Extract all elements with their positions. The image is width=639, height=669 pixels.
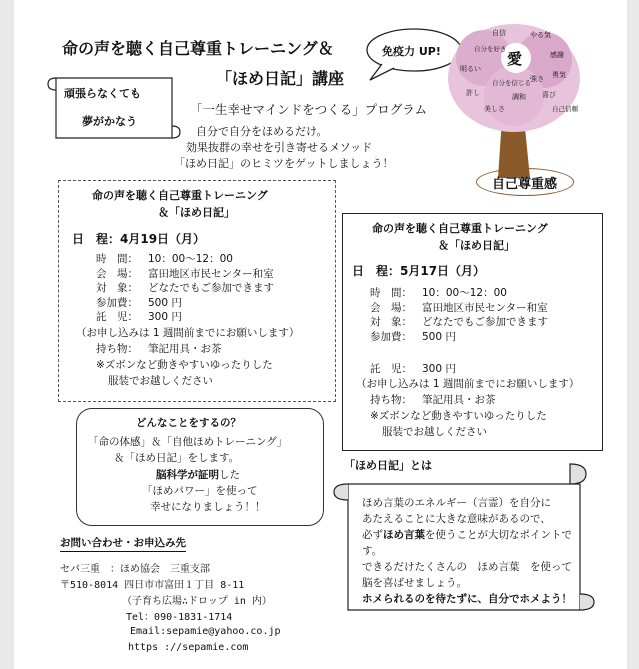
session-1-date: 日 程：4月19日（月）	[72, 232, 206, 246]
tree-leaf: 自信	[492, 29, 506, 37]
tree-center-word: 愛	[507, 50, 523, 68]
program-title: 「一生幸せマインドをつくる」プログラム	[190, 102, 428, 117]
session-1-title: 命の声を聴く自己尊重トレーニング	[92, 189, 268, 202]
tree-leaf: やる気	[530, 31, 551, 39]
contact-email[interactable]: Email:sepamie@yahoo.co.jp	[130, 626, 281, 637]
tree-leaf: 勇気	[552, 71, 566, 79]
session-2-childcare: 託 児： 300 円	[370, 363, 456, 375]
session-1-dress-1: ※ズボンなど動きやすいゆったりした	[96, 359, 273, 371]
about-line-2: ＆「ほめ日記」をします。	[114, 452, 240, 464]
session-2-note: （お申し込みは 1 週間前までにお願いします）	[356, 378, 580, 390]
session-1-items: 持ち物： 筆記用具・お茶	[96, 343, 222, 355]
homenikki-line-7: ホメられるのを待たずに、自分でホメよう！	[362, 593, 572, 605]
session-2-title: 命の声を聴く自己尊重トレーニング	[372, 222, 548, 235]
homenikki-line-4: す。	[362, 545, 383, 557]
contact-address: 〒510-8014 四日市市富田１丁目 8-11	[60, 580, 245, 591]
scroll-text-1: 頑張らなくても	[64, 87, 141, 100]
homenikki-line-5: できるだけたくさんの ほめ言葉 を使って	[362, 561, 572, 573]
contact-website[interactable]: https ://sepamie.com	[128, 642, 249, 653]
contact-org: セパ三重 ：ほめ協会 三重支部	[60, 564, 210, 575]
title-line-2: 「ほめ日記」講座	[216, 69, 345, 88]
about-line-1: 「命の体感」＆「自他ほめトレーニング」	[88, 436, 288, 448]
tree-leaf: 強さ	[530, 75, 544, 83]
tree-leaf: 美しさ	[484, 105, 505, 113]
about-line-4: 「ほめパワー」を使って	[142, 485, 258, 497]
about-line-5: 幸せになりましょう！！	[150, 501, 266, 513]
bubble-text: 免疫力 UP!	[382, 45, 441, 58]
tree-leaf: 調和	[512, 93, 526, 101]
session-2-items: 持ち物： 筆記用具・お茶	[370, 394, 496, 406]
contact-address-2: （子育ち広場∴ドロップ in 内）	[122, 596, 272, 607]
scroll-text-2: 夢がかなう	[82, 115, 137, 128]
intro-line-1: 自分で自分をほめるだけ。	[196, 125, 328, 138]
homenikki-heading: 「ほめ日記」とは	[344, 459, 432, 472]
homenikki-line-2: あたえることに大きな意味があるので、	[362, 513, 551, 525]
tree-leaf: 喜び	[542, 91, 556, 99]
tree-leaf: 許し	[466, 89, 480, 97]
tree-leaf: 明るい	[460, 65, 481, 73]
session-1-details: 時 間： 10：00～12：00 会 場： 富田地区市民センター和室 対 象： どなたでもご参加できます 参加費： 500 円 託 児： 300 円	[96, 253, 274, 323]
session-2-dress-1: ※ズボンなど動きやすいゆったりした	[370, 410, 547, 422]
about-question: どんなことをするの？	[136, 417, 241, 429]
intro-line-3: 「ほめ日記」のヒミツをゲットしましょう！	[174, 157, 394, 170]
intro-line-2: 効果抜群の幸せを引き寄せるメソッド	[186, 141, 373, 154]
tree-leaf: 自分を好き	[474, 45, 507, 53]
flyer-page	[14, 0, 627, 669]
session-2-date: 日 程：5月17日（月）	[352, 264, 486, 278]
session-2-dress-2: 服装でお越しください	[382, 426, 487, 438]
session-2-subtitle: ＆「ほめ日記」	[438, 239, 515, 252]
tree-leaf: 感謝	[550, 51, 564, 59]
homenikki-line-6: 脳を喜ばせましょう。	[362, 577, 467, 589]
session-2-details: 時 間： 10：00～12：00 会 場： 富田地区市民センター和室 対 象： どなたでもご参加できます 参加費： 500 円	[370, 287, 548, 343]
tree-label: 自己尊重感	[492, 177, 558, 192]
scroll-banner-icon	[44, 70, 184, 150]
session-1-note: （お申し込みは 1 週間前までにお願いします）	[76, 327, 300, 339]
homenikki-line-3: 必ずほめ言葉を使うことが大切なポイントで	[362, 529, 572, 541]
session-1-dress-2: 服装でお越しください	[108, 375, 213, 387]
tree-leaf: 自己信頼	[552, 105, 578, 113]
tree-leaf: 自分を信じる	[492, 79, 531, 87]
about-line-3: 脳科学が証明した	[156, 469, 240, 481]
contact-tel: Tel：090-1831-1714	[126, 612, 233, 623]
session-1-subtitle: ＆「ほめ日記」	[158, 206, 235, 219]
contact-heading: お問い合わせ・お申込み先	[60, 536, 186, 552]
title-line-1: 命の声を聴く自己尊重トレーニング＆	[62, 39, 334, 58]
homenikki-line-1: ほめ言葉のエネルギー（言霊）を自分に	[362, 497, 551, 509]
